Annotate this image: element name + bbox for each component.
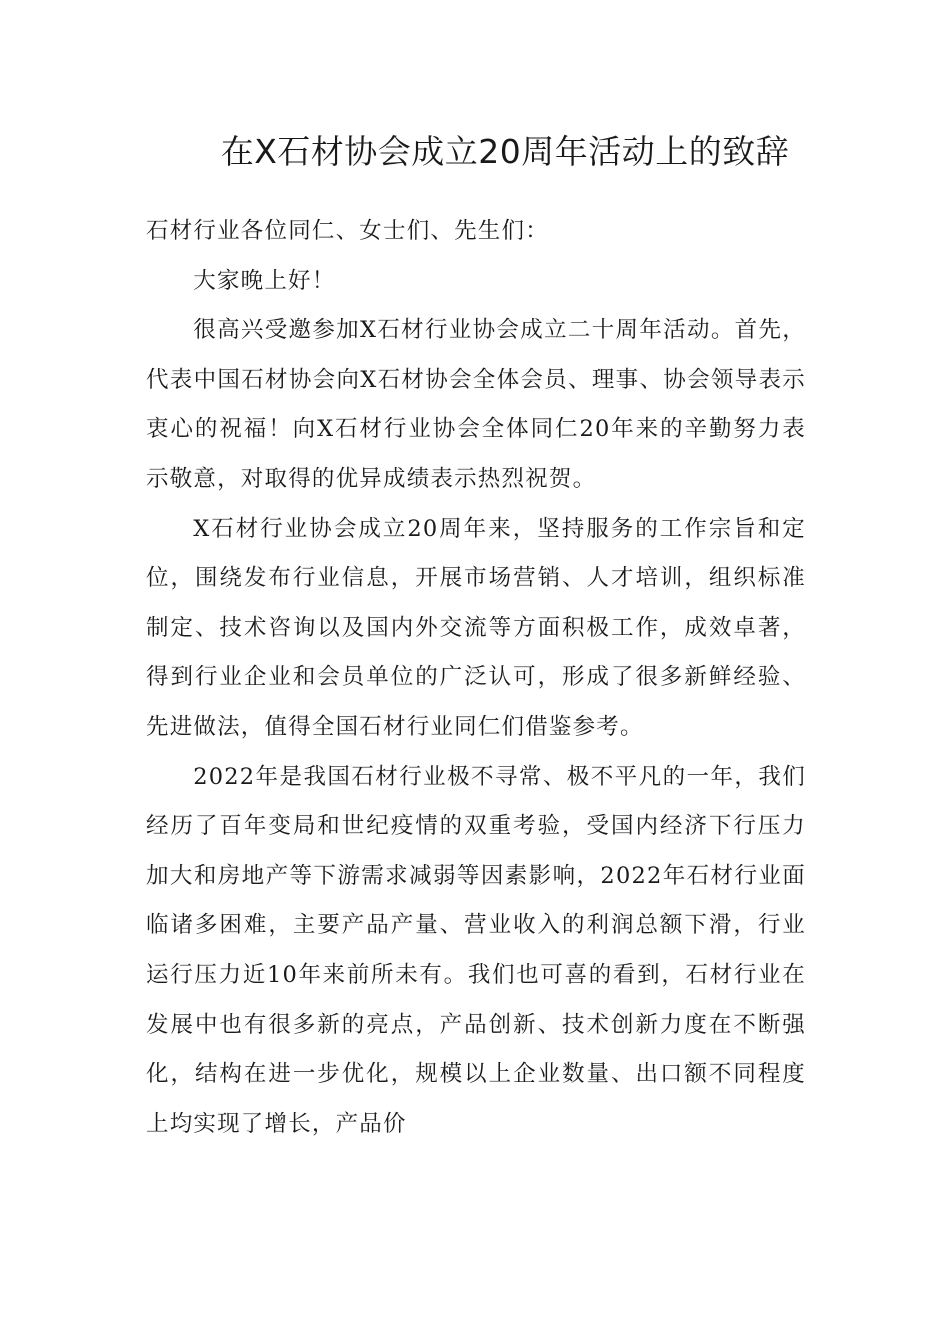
opening-paragraph: 很高兴受邀参加X石材行业协会成立二十周年活动。首先，代表中国石材协会向X石材协会全体会员、理事、协会领导表示衷心的祝福！向X石材行业协会全体同仁20年来的辛勤努力表示敬意，对取得的优异成绩表示热烈祝贺。 xyxy=(146,317,806,492)
salutation: 石材行业各位同仁、女士们、先生们： xyxy=(146,218,549,244)
greeting-paragraph: 大家晚上好！ xyxy=(193,267,336,294)
document-body xyxy=(146,207,806,1149)
achievements-paragraph: X石材行业协会成立20周年来，坚持服务的工作宗旨和定位，围绕发布行业信息，开展市场营销、人才培训，组织标准制定、技术咨询以及国内外交流等方面积极工作，成效卓著，得到行业企业和会员单位的广泛认可，形成了很多新鲜经验、先进做法，值得全国石材行业同仁们借鉴参考。 xyxy=(146,515,806,740)
document-title: 在X石材协会成立20周年活动上的致辞 xyxy=(220,132,790,171)
industry-2022-paragraph: 2022年是我国石材行业极不寻常、极不平凡的一年，我们经历了百年变局和世纪疫情的双重考验，受国内经济下行压力加大和房地产等下游需求减弱等因素影响，2022年石材行业面临诸多困难，主要产品产量、营业收入的利润总额下滑，行业运行压力近10年来前所未有。我们也可喜的看到，石材行业在发展中也有很多新的亮点，产品创新、技术创新力度在不断强化，结构在进一步优化，规模以上企业数量、出口额不同程度上均实现了增长，产品价 xyxy=(146,763,806,1137)
